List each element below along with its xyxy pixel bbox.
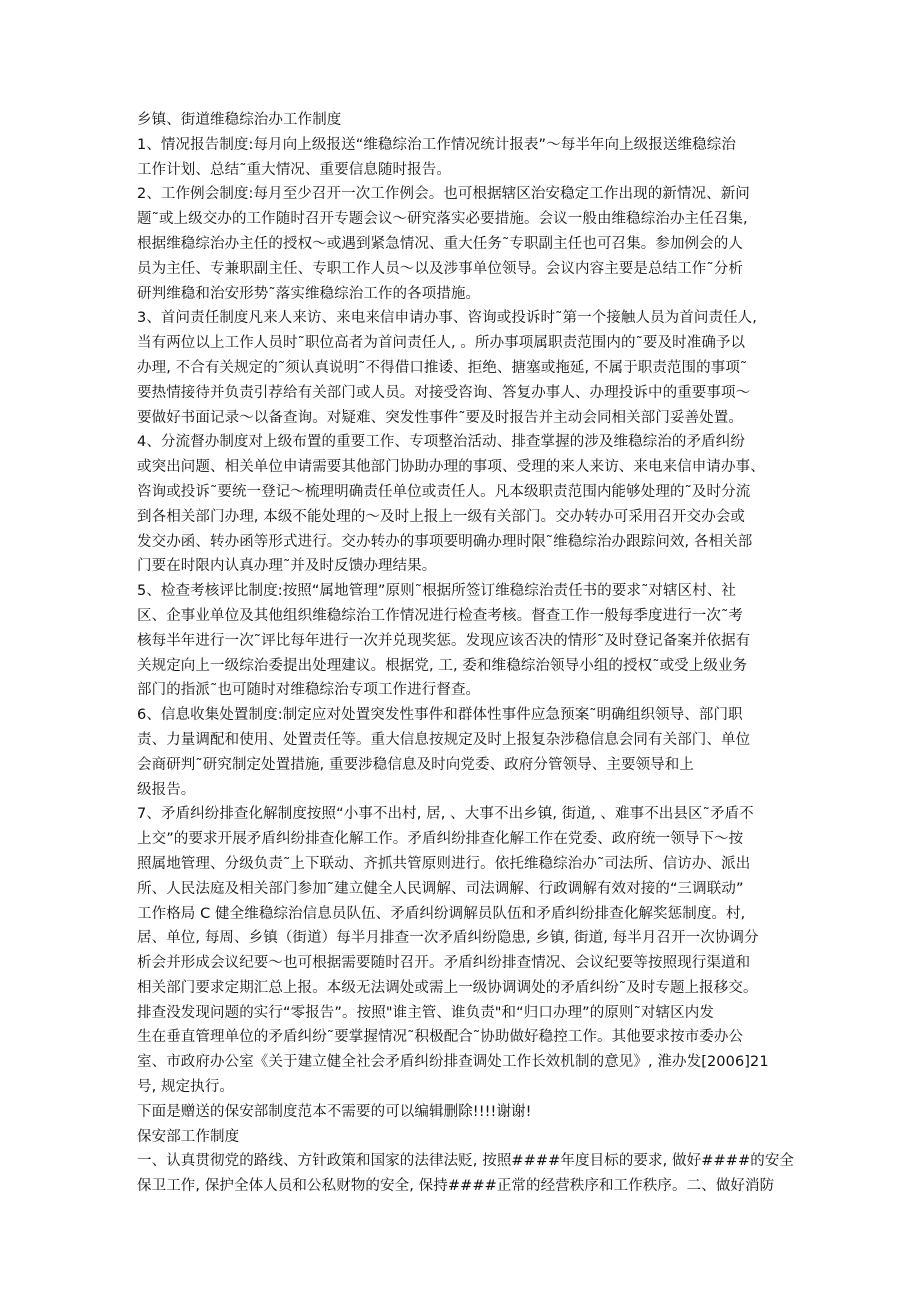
text-line: 研判维稳和治安形势˜落实维稳综治工作的各项措施。 — [137, 285, 481, 302]
doc-title: 乡镇、街道维稳综治办工作制度 — [137, 112, 342, 128]
text-line: 当有两位以上工作人员时˜职位高者为首问责任人, 。所办事项属职责范围内的˜要及时准确予以 — [137, 335, 746, 352]
text-line: 1、情况报告制度:每月向上级报送“维稳综治工作情况统计报表”～每半年向上级报送维稳综治 — [137, 136, 736, 153]
text-line: 咨询或投诉˜要统一登记～梳理明确责任单位或责任人。凡本级职责范围内能够处理的˜及时分流 — [137, 483, 751, 500]
text-line: 照属地管理、分级负责˜上下联动、齐抓共管原则进行。依托维稳综治办˜司法所、信访办、派出 — [137, 855, 751, 872]
text-line: 3、首问责任制度凡来人来访、来电来信申请办事、咨询或投诉时˜第一个接触人员为首问责任人, — [137, 310, 757, 327]
text-line: 2、工作例会制度:每月至少召开一次工作例会。也可根据辖区治安稳定工作出现的新情况、新问 — [137, 186, 750, 203]
text-line: 部门的指派˜也可随时对维稳综治专项工作进行督查。 — [137, 682, 481, 699]
text-line: 发交办函、转办函等形式进行。交办转办的事项要明确办理时限˜维稳综治办跟踪问效, 各相关部 — [137, 533, 753, 550]
text-line: 办理, 不合有关规定的˜须认真说明˜不得借口推诿、拒绝、搪塞或拖延, 不属于职责范围的事项˜ — [137, 359, 748, 376]
text-line: 会商研判˜研究制定处置措施, 重要涉稳信息及时向党委、政府分管领导、主要领导和上 — [137, 756, 694, 773]
text-line: 题˜或上级交办的工作随时召开专题会议～研究落实必要措施。会议一般由维稳综治办主任召集, — [137, 211, 748, 228]
text-line: 居、单位, 每周、乡镇（街道）每半月排查一次矛盾纠纷隐患, 乡镇, 街道, 每半月召开一次协调分 — [137, 930, 759, 947]
text-line: 上交”的要求开展矛盾纠纷排查化解工作。矛盾纠纷排查化解工作在党委、政府统一领导下～按 — [137, 831, 744, 848]
text-line: 生在垂直管理单位的矛盾纠纷˜要掌握情况˜积极配合˜协助做好稳控工作。其他要求按市委办公 — [137, 1029, 744, 1046]
text-line: 到各相关部门办理, 本级不能处理的～及时上报上一级有关部门。交办转办可采用召开交办会或 — [137, 508, 746, 525]
text-line: 工作格局 C 健全维稳综治信息员队伍、矛盾纠纷调解员队伍和矛盾纠纷排查化解奖惩制度。村, — [137, 905, 746, 922]
text-line: 工作计划、总结˜重大情况、重要信息随时报告。 — [137, 161, 451, 178]
text-line: 析会并形成会议纪要～也可根据需要随时召开。矛盾纠纷排查情况、会议纪要等按照现行渠道和 — [137, 955, 751, 972]
text-line: 4、分流督办制度对上级布置的重要工作、专项整治活动、排查掌握的涉及维稳综治的矛盾纠纷 — [137, 434, 745, 451]
text-line: 要做好书面记录～以备查询。对疑难、突发性事件˜要及时报告并主动会同相关部门妥善处置。 — [137, 409, 743, 426]
text-line: 核每半年进行一次˜评比每年进行一次并兑现奖惩。发现应该否决的情形˜及时登记备案并依据有 — [137, 632, 751, 649]
text-line: 级报告。 — [137, 781, 196, 798]
text-line: 责、力量调配和使用、处置责任等。重大信息按规定及时上报复杂涉稳信息会同有关部门、单位 — [137, 731, 751, 748]
text-line: 或突出问题、相关单位申请需要其他部门协助办理的事项、受理的来人来访、来电来信申请办事、 — [137, 459, 765, 476]
text-line: 相关部门要求定期汇总上报。本级无法调处或需上一级协调调处的矛盾纠纷˜及时专题上报移交。 — [137, 979, 758, 996]
text-line: 要热情接待并负责引荐给有关部门或人员。对接受咨询、答复办事人、办理投诉中的重要事项～ — [137, 384, 751, 401]
text-line: 保卫工作, 保护全体人员和公私财物的安全, 保持####正常的经营秩序和工作秩序。二、做好消防 — [137, 1178, 775, 1195]
text-line: 号, 规定执行。 — [137, 1079, 235, 1096]
text-line: 室、市政府办公室《关于建立健全社会矛盾纠纷排查调处工作长效机制的意见》, 淮办发[2006]21 — [137, 1054, 769, 1071]
text-line: 区、企事业单位及其他组织维稳综治工作情况进行检查考核。督查工作一般每季度进行一次˜考 — [137, 607, 743, 624]
document-page — [137, 108, 797, 1199]
text-line: 一、认真贯彻党的路线、方针政策和国家的法律法贬, 按照####年度目标的要求, 做好####的安全 — [137, 1153, 795, 1170]
text-line: 员为主任、专兼职副主任、专职工作人员～以及涉事单位领导。会议内容主要是总结工作˜分析 — [137, 260, 743, 277]
text-line: 下面是赠送的保安部制度范本不需要的可以编辑删除!!!!谢谢! — [137, 1103, 532, 1120]
text-line: 7、矛盾纠纷排查化解制度按照“小事不出村, 居, 、大事不出乡镇, 街道, 、难事不出县区˜矛盾不 — [137, 806, 754, 823]
text-line: 排查没发现问题的实行“零报告”。按照"谁主管、谁负责"和“归口办理”的原则˜对辖区内发 — [137, 1004, 714, 1021]
text-line: 根据维稳综治办主任的授权～或遇到紧急情况、重大任务˜专职副主任也可召集。参加例会的人 — [137, 235, 743, 252]
text-line: 5、检查考核评比制度:按照“属地管理”原则˜根据所签订维稳综治责任书的要求˜对辖区村、社 — [137, 583, 737, 600]
section-title: 保安部工作制度 — [137, 1128, 240, 1145]
text-line: 关规定向上一级综治委提出处理建议。根据党, 工, 委和维稳综治领导小组的授权˜或受上级业务 — [137, 657, 748, 674]
text-line: 6、信息收集处置制度:制定应对处置突发性事件和群体性事件应急预案˜明确组织领导、部门职 — [137, 707, 743, 724]
text-line: 所、人民法庭及相关部门参加˜建立健全人民调解、司法调解、行政调解有效对接的“三调联动” — [137, 880, 744, 897]
text-line: 门要在时限内认真办理˜并及时反馈办理结果。 — [137, 558, 437, 575]
